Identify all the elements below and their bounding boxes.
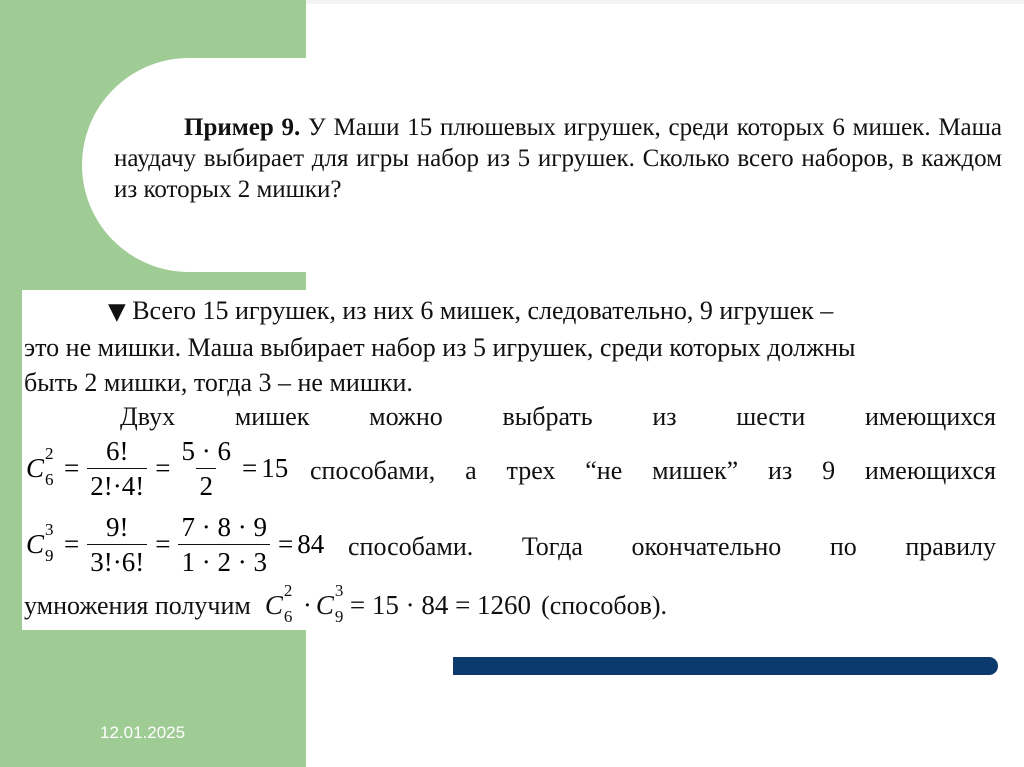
equals-sign: = <box>64 529 80 559</box>
equals-sign: = <box>155 453 171 483</box>
denominator: 2 <box>196 468 216 501</box>
fraction <box>87 436 147 501</box>
solution-line-1-text: Всего 15 игрушек, из них 6 мишек, следовательно, 9 игрушек – <box>125 296 834 325</box>
line6-word: окончательно <box>631 532 782 561</box>
solution-panel <box>22 290 1016 630</box>
equals-sign: = <box>155 529 171 559</box>
subscript: 6 <box>45 470 54 489</box>
line4-word: мишек <box>234 402 310 431</box>
problem-paragraph <box>114 112 1002 205</box>
binomial-c62 <box>26 444 54 489</box>
line4-word: из <box>652 402 677 431</box>
product-result: = 15 · 84 = 1260 <box>349 590 532 620</box>
fraction <box>87 512 147 577</box>
superscript: 3 <box>334 581 344 600</box>
numerator: 5 · 6 <box>181 436 231 466</box>
subscript: 9 <box>45 546 54 565</box>
line5-word: а <box>465 456 477 485</box>
binomial-c93 <box>26 520 54 565</box>
solution-line-3 <box>24 368 413 398</box>
solution-line-3-text: быть 2 мишки, тогда 3 – не мишки. <box>24 368 413 397</box>
blue-accent-bar <box>453 657 998 675</box>
solution-line-6 <box>348 532 996 562</box>
formula-c9-3 <box>26 512 324 577</box>
equals-sign: = <box>277 529 294 559</box>
equals-sign: = <box>64 453 80 483</box>
binomial-c93 <box>315 581 344 626</box>
superscript: 3 <box>45 520 54 539</box>
line5-word: “не <box>585 456 623 485</box>
result-value: 15 <box>261 453 289 483</box>
line7-tail: (способов). <box>541 590 668 620</box>
denominator: 2!·4! <box>87 468 147 501</box>
equals-sign: = <box>241 453 258 483</box>
line7-text: умножения получим <box>24 590 251 620</box>
denominator: 3!·6! <box>87 544 147 577</box>
solution-line-1 <box>108 296 998 326</box>
denominator: 1 · 2 · 3 <box>178 544 269 577</box>
solution-line-7 <box>24 581 668 626</box>
multiply-dot: · <box>302 590 312 620</box>
solution-line-2-text: это не мишки. Маша выбирает набор из 5 игрушек, среди которых должны <box>24 333 856 362</box>
subscript: 6 <box>283 607 293 626</box>
line5-word: мишек” <box>652 456 739 485</box>
line4-word: можно <box>369 402 443 431</box>
formula-product <box>264 581 532 626</box>
line6-word: Тогда <box>521 532 583 561</box>
numerator: 9! <box>105 512 129 542</box>
solution-line-2 <box>24 333 855 363</box>
problem-statement <box>114 112 1002 205</box>
fraction <box>178 512 269 577</box>
superscript: 2 <box>283 581 293 600</box>
combination-symbol: C <box>26 529 45 559</box>
triangle-marker-icon: ▼ <box>108 299 126 325</box>
line4-word: шести <box>736 402 806 431</box>
top-divider <box>306 0 1024 4</box>
subscript: 9 <box>334 607 344 626</box>
solution-line-4 <box>120 402 996 432</box>
superscript: 2 <box>45 444 54 463</box>
line5-word: 9 <box>822 456 836 485</box>
problem-text: У Маши 15 плюшевых игрушек, среди которых 6 мишек. Маша наудачу выбирает для игры набор из 5 игрушек. Сколько всего наборов, в каждом из которых 2 мишки? <box>114 114 1002 203</box>
combination-symbol: C <box>315 590 334 620</box>
line6-word: по <box>829 532 857 561</box>
line6-word: правилу <box>905 532 996 561</box>
formula-c6-2 <box>26 436 288 501</box>
problem-label: Пример 9. <box>184 114 301 141</box>
solution-line-5 <box>310 456 996 486</box>
line4-word: Двух <box>120 402 176 431</box>
line4-word: имеющихся <box>864 402 996 431</box>
line4-word: выбрать <box>502 402 593 431</box>
combination-symbol: C <box>264 590 283 620</box>
result-value: 84 <box>297 529 325 559</box>
line5-word: имеющихся <box>864 456 996 485</box>
line5-word: из <box>768 456 793 485</box>
line5-word: трех <box>506 456 556 485</box>
line5-word: способами, <box>310 456 436 485</box>
binomial-c62 <box>264 581 293 626</box>
numerator: 6! <box>105 436 129 466</box>
line6-word: способами. <box>348 532 474 561</box>
numerator: 7 · 8 · 9 <box>181 512 267 542</box>
combination-symbol: C <box>26 453 45 483</box>
slide-date: 12.01.2025 <box>100 723 186 742</box>
fraction <box>178 436 234 501</box>
